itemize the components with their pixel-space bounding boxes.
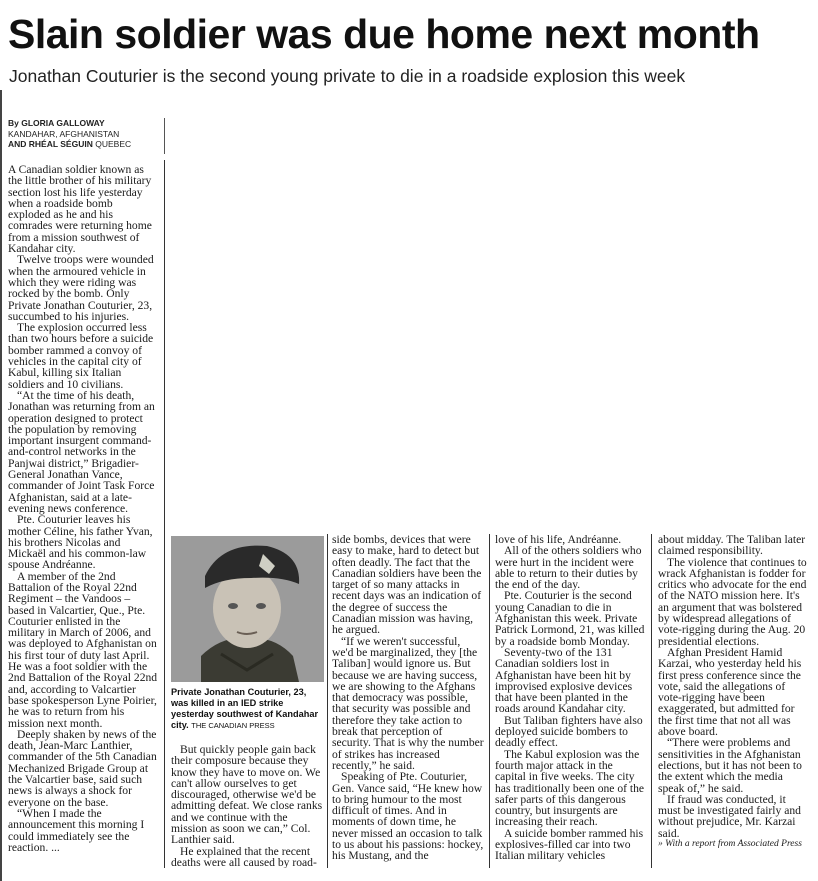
photo-credit: THE CANADIAN PRESS <box>191 721 275 730</box>
article-paragraph: The explosion occurred less than two hours before a suicide bomber rammed a convoy of vehicles in the capital city of Kabul, killing six Italian soldiers and 10 civilians. <box>8 321 154 391</box>
article-paragraph: Pte. Couturier leaves his mother Céline, his father Yvan, his brothers Nicolas and Mickaël and his common-law spouse Andréanne. <box>8 513 153 572</box>
byline-author-1: By GLORIA GALLOWAY <box>8 118 105 128</box>
article-column-5 <box>658 534 810 868</box>
article-paragraph: The Kabul explosion was the fourth major attack in the capital in five weeks. The city has traditionally been one of the safer parts of this dangerous country, but insurgents are increasing their reach. <box>495 747 645 829</box>
article-paragraph: Twelve troops were wounded when the armoured vehicle in which they were riding was rocked by the bomb. Only Private Jonathan Couturier, 23, succumbed to his injuries. <box>8 253 154 323</box>
article-paragraph: Seventy-two of the 131 Canadian soldiers lost in Afghanistan have been hit by improvised explosive devices that have been planted in the roads around Kandahar city. <box>495 645 633 716</box>
article-paragraph: But quickly people gain back their composure because they know they have to move on. We can't allow ourselves to get discouraged, otherwise we'd be admitting defeat. We close ranks and we continue with the mission as soon we can,” Col. Lanthier said. <box>171 744 323 847</box>
article-paragraph: Afghan President Hamid Karzai, who yesterday held his first press conference since the vote, said the allegations of vote-rigging have been exaggerated, but admitted for the first time that not all was above board. <box>658 645 802 739</box>
article-column-2 <box>171 744 323 868</box>
byline <box>8 118 160 150</box>
page-edge-rule <box>0 90 2 881</box>
article-paragraph: side bombs, devices that were easy to make, hard to detect but often deadly. The fact that the Canadian soldiers have been the target of so many attacks in recent days was an indication of the degree of success the Canadian mission was having, he argued. <box>332 534 482 637</box>
deck: Jonathan Couturier is the second young private to die in a roadside explosion this week <box>9 66 686 86</box>
article-paragraph: “When I made the announcement this morning I could immediately see the reaction. ... <box>8 806 145 854</box>
article-paragraph: The violence that continues to wrack Afghanistan is fodder for critics who advocate for the end of the NATO mission here. It's an argument that was bolstered by widespread allegations of vote-rigging during the Aug. 20 presidential elections. <box>658 555 807 648</box>
column-divider <box>327 534 328 868</box>
article-paragraph: love of his life, Andréanne. <box>495 534 622 546</box>
byline-divider <box>164 118 165 154</box>
byline-location-1: KANDAHAR, AFGHANISTAN <box>8 128 120 139</box>
report-credit: » With a report from Associated Press <box>658 839 802 850</box>
article-paragraph: Speaking of Pte. Couturier, Gen. Vance said, “He knew how to bring humour to the most difficult of times. And in moments of down time, he never missed an occasion to talk to us about his passions: hockey, his Mustang, and the <box>332 770 484 863</box>
article-paragraph: He explained that the recent deaths were all caused by road- <box>171 844 317 868</box>
article-paragraph: If fraud was conducted, it must be investigated fairly and without prejudice, Mr. Karzai said. <box>658 792 801 840</box>
article-paragraph: “There were problems and sensitivities in the Afghanistan elections, but it has not been to the extent which the media speak of,” he said. <box>658 736 802 795</box>
soldier-photo <box>171 536 324 682</box>
column-divider <box>651 534 652 868</box>
byline-author-2: AND RHÉAL SÉGUIN <box>8 139 93 149</box>
article-paragraph: A member of the 2nd Battalion of the Royal 22nd Regiment – the Vandoos – based in Valcartier, Que., Pte. Couturier enlisted in the military in March of 2006, and was deployed to Afghanistan on his first tour of duty last April. He was a foot soldier with the 2nd Battalion of the Royal 22nd and, according to Valcartier base spokesperson Lyne Poirier, he was to return from his mission next month. <box>8 569 158 730</box>
article-paragraph: All of the others soldiers who were hurt in the incident were able to return to their duties by the end of the day. <box>495 544 642 592</box>
article-column-3 <box>332 534 484 868</box>
soldier-portrait-image <box>171 536 324 682</box>
article-paragraph: Deeply shaken by news of the death, Jean-Marc Lanthier, commander of the 5th Canadian Mechanized Brigade Group at the Valcartier base, said such news is always a shock for everyone on the base. <box>8 727 157 809</box>
article-column-4 <box>495 534 645 868</box>
article-paragraph: But Taliban fighters have also deployed suicide bombers to deadly effect. <box>495 713 643 750</box>
photo-caption-text: Private Jonathan Couturier, 23, was killed in an IED strike yesterday southwest of Kandahar city. <box>171 687 319 730</box>
next-article-fragment <box>0 870 818 881</box>
article-paragraph: A Canadian soldier known as the little brother of his military section lost his life yesterday when a roadside bomb exploded as he and his comrades were returning home from a mission southwest of Kandahar city. <box>8 164 152 256</box>
article-paragraph: A suicide bomber rammed his explosives-filled car into two Italian military vehicles <box>495 826 644 863</box>
column-divider <box>164 160 165 868</box>
article-paragraph: about midday. The Taliban later claimed responsibility. <box>658 534 806 558</box>
article-paragraph: “If we weren't successful, we'd be marginalized, they [the Taliban] would ignore us. But because we are having success, we are showing to the Afghans that democracy was possible, that security was possible and therefore they take action to break that perception of security. That is why the number of strikes has increased recently,” he said. <box>332 634 484 772</box>
photo-caption <box>171 687 326 731</box>
article-column-1 <box>8 164 158 868</box>
headline: Slain soldier was due home next month <box>8 11 760 57</box>
byline-location-2: QUEBEC <box>95 139 132 149</box>
column-divider <box>489 534 490 868</box>
article-paragraph: “At the time of his death, Jonathan was returning from an operation designed to protect the population by removing important insurgent command-and-control networks in the Panjwai district,” Brigadier-General Jonathan Vance, commander of Joint Task Force Afghanistan, said at a late-evening news conference. <box>8 388 155 515</box>
article-paragraph: Pte. Couturier is the second young Canadian to die in Afghanistan this week. Private Patrick Lormond, 21, was killed by a roadside bomb Monday. <box>495 589 645 648</box>
